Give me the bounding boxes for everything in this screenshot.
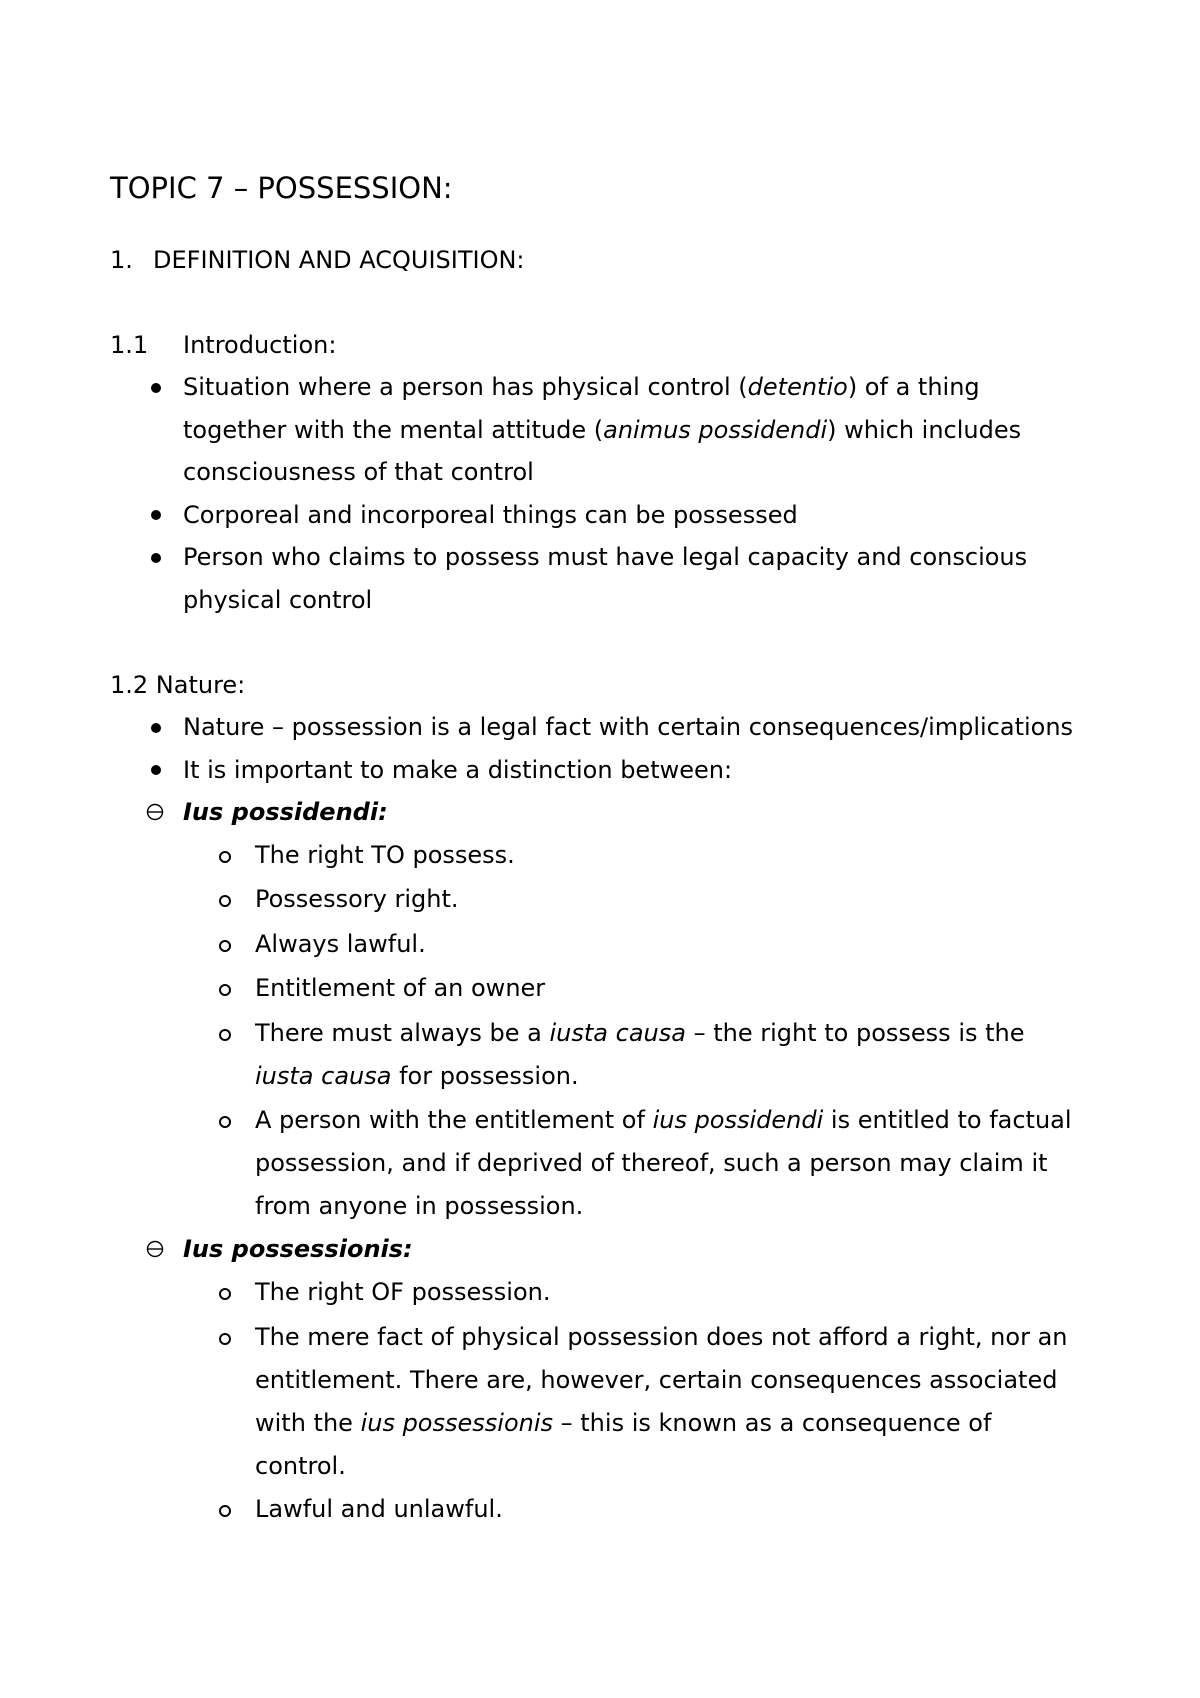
section-heading: DEFINITION AND ACQUISITION: (153, 246, 525, 274)
list-item: Corporeal and incorporeal things can be possessed (183, 501, 798, 529)
circle-bullet-icon (219, 895, 231, 907)
bullet-icon (151, 765, 161, 775)
sub-list-item: The right OF possession. (255, 1278, 551, 1306)
bullet-icon (151, 723, 161, 733)
sub-list-item-continuation: entitlement. There are, however, certain consequences associated (255, 1366, 1058, 1394)
arrow-bullet-icon (146, 803, 164, 821)
subsection-heading: Introduction: (183, 331, 337, 359)
sub-list-item: There must always be a iusta causa – the right to possess is the (255, 1019, 1025, 1047)
sub-list-item: The right TO possess. (255, 841, 515, 869)
sub-list-item: Lawful and unlawful. (255, 1495, 503, 1523)
circle-bullet-icon (219, 984, 231, 996)
circle-bullet-icon (219, 940, 231, 952)
term-heading: Ius possessionis: (183, 1235, 413, 1263)
list-item: Nature – possession is a legal fact with certain consequences/implications (183, 713, 1074, 741)
sub-list-item-continuation: possession, and if deprived of thereof, such a person may claim it (255, 1149, 1048, 1177)
sub-list-item: Entitlement of an owner (255, 974, 546, 1002)
bullet-icon (151, 553, 161, 563)
section-number: 1. (110, 246, 133, 274)
sub-list-item: The mere fact of physical possession does not afford a right, nor an (255, 1323, 1068, 1351)
sub-list-item: Possessory right. (255, 885, 459, 913)
circle-bullet-icon (219, 1505, 231, 1517)
list-item: It is important to make a distinction between: (183, 756, 733, 784)
bullet-icon (151, 510, 161, 520)
page-title: TOPIC 7 – POSSESSION: (110, 171, 453, 205)
sub-list-item: Always lawful. (255, 930, 426, 958)
circle-bullet-icon (219, 1288, 231, 1300)
list-item-continuation: consciousness of that control (183, 458, 534, 486)
sub-list-item: A person with the entitlement of ius possidendi is entitled to factual (255, 1106, 1072, 1134)
list-item: Person who claims to possess must have legal capacity and conscious (183, 543, 1028, 571)
subsection-number: 1.1 (110, 331, 149, 359)
sub-list-item-continuation: with the ius possessionis – this is known as a consequence of (255, 1409, 992, 1437)
subsection-heading: 1.2 Nature: (110, 671, 246, 699)
circle-bullet-icon (219, 1116, 231, 1128)
list-item-continuation: physical control (183, 586, 373, 614)
circle-bullet-icon (219, 1333, 231, 1345)
sub-list-item-continuation: from anyone in possession. (255, 1192, 584, 1220)
arrow-bullet-icon (146, 1240, 164, 1258)
list-item: Situation where a person has physical control (detentio) of a thing (183, 373, 980, 401)
list-item-continuation: together with the mental attitude (animus possidendi) which includes (183, 416, 1022, 444)
sub-list-item-continuation: iusta causa for possession. (255, 1062, 579, 1090)
circle-bullet-icon (219, 851, 231, 863)
sub-list-item-continuation: control. (255, 1452, 346, 1480)
bullet-icon (151, 383, 161, 393)
circle-bullet-icon (219, 1029, 231, 1041)
term-heading: Ius possidendi: (183, 798, 388, 826)
